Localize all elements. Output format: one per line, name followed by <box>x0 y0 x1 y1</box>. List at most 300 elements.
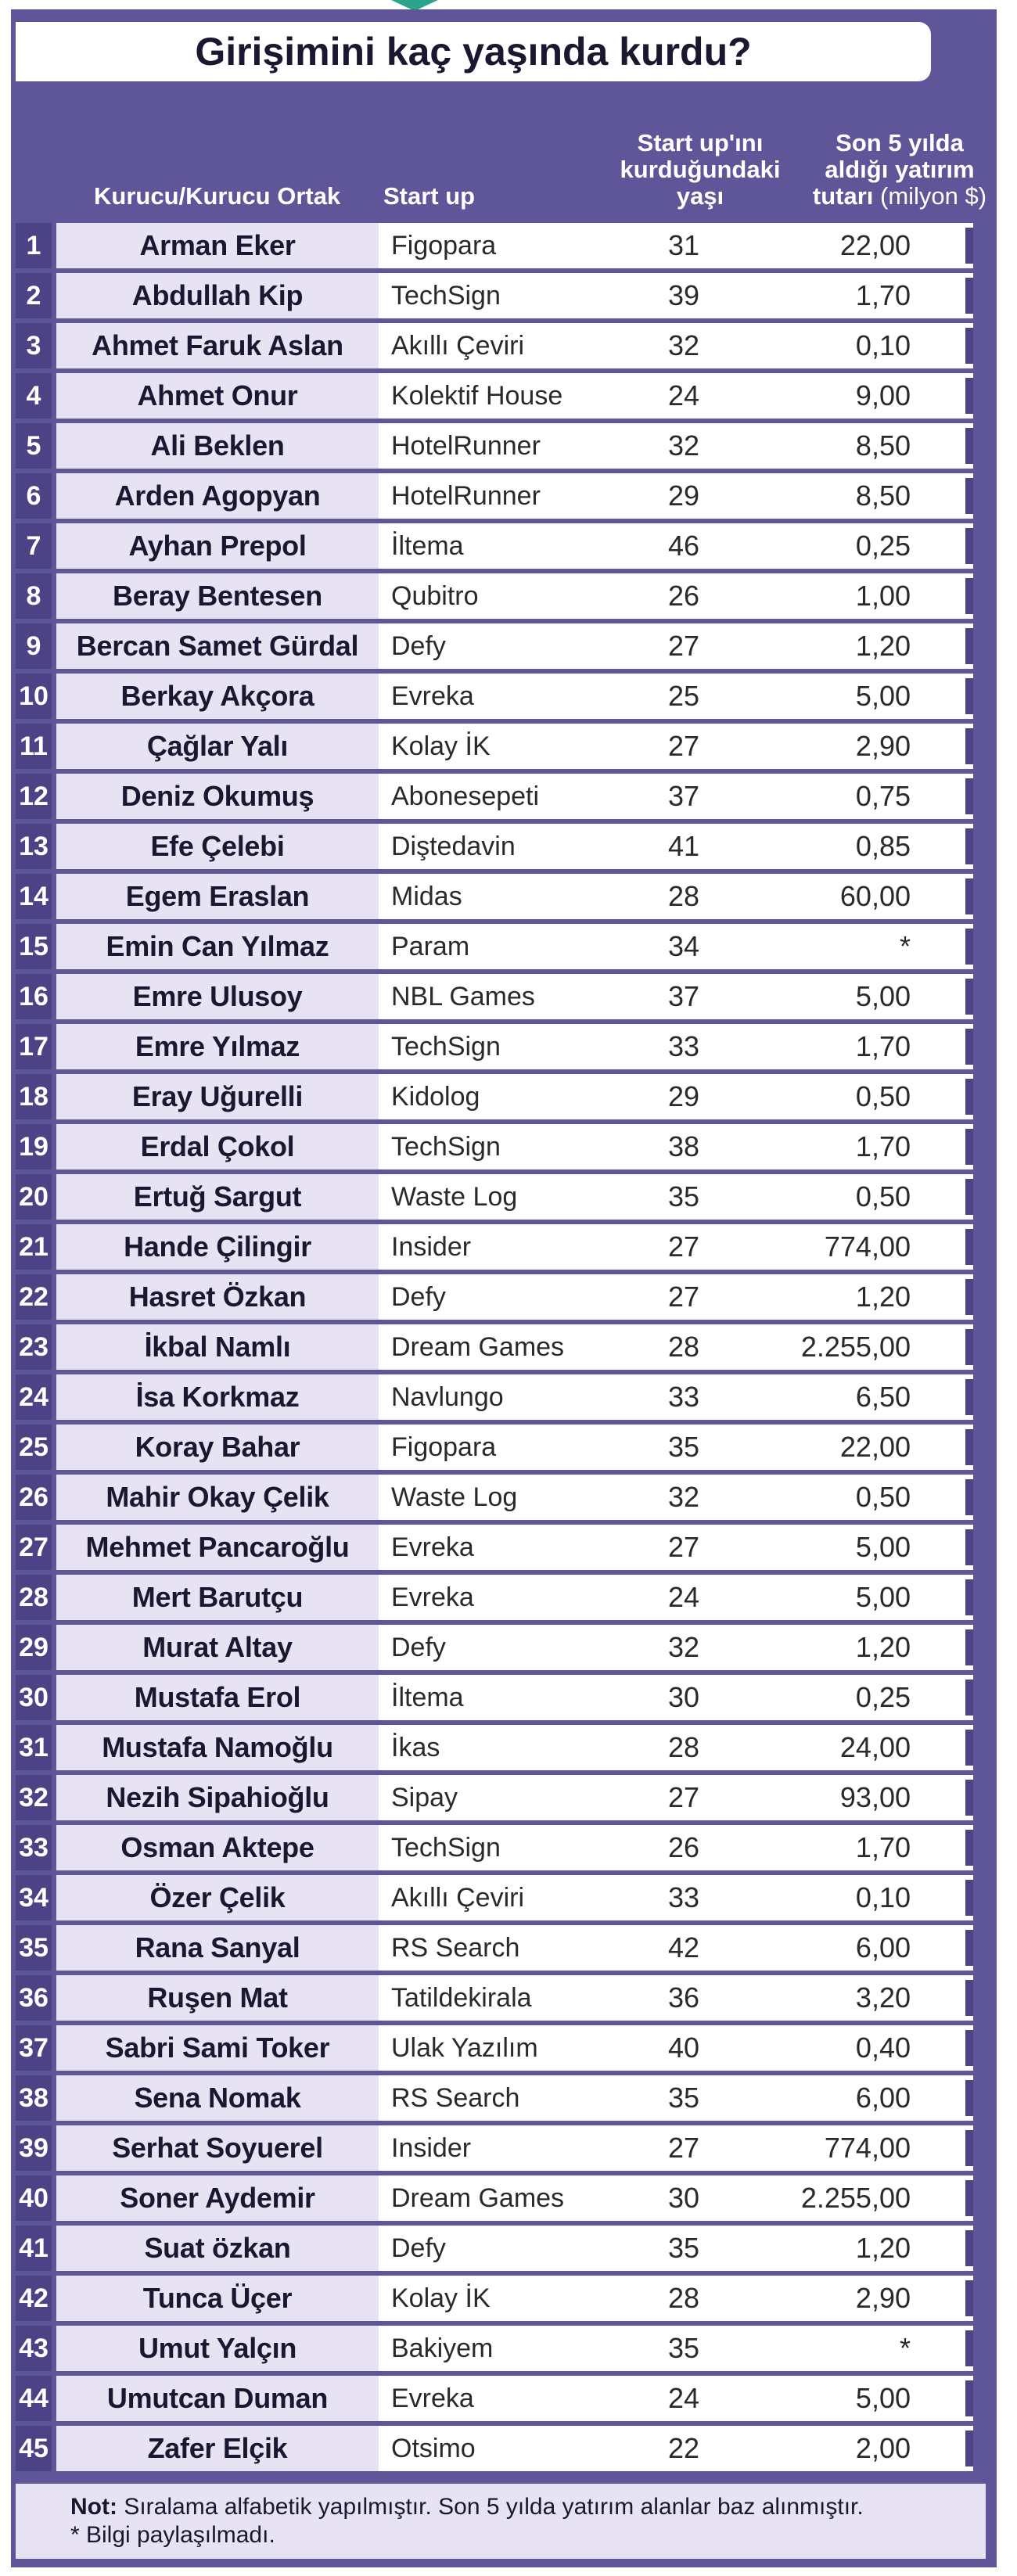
row-number: 7 <box>16 523 52 569</box>
table-row <box>16 1024 986 1069</box>
table-row <box>16 1124 986 1169</box>
table-row <box>16 273 986 318</box>
row-details <box>379 1475 973 1520</box>
row-details <box>379 1174 973 1220</box>
founder-name: Ayhan Prepol <box>56 523 379 569</box>
founder-name: Soner Aydemir <box>56 2175 379 2221</box>
row-number: 20 <box>16 1174 52 1220</box>
startup-name: Defy <box>391 1281 446 1312</box>
investment-amount: 6,00 <box>855 2082 911 2114</box>
page-title-text: Girişimini kaç yaşında kurdu? <box>195 30 752 74</box>
founding-age: 35 <box>667 2332 700 2364</box>
header-startup: Start up <box>383 182 476 210</box>
founding-age: 42 <box>667 1931 700 1963</box>
investment-amount: 0,50 <box>855 1180 911 1213</box>
founding-age: 29 <box>667 480 700 512</box>
table-row <box>16 1925 986 1971</box>
row-details <box>379 223 973 268</box>
row-edge-tab <box>965 2430 973 2466</box>
founding-age: 46 <box>667 530 700 562</box>
founder-name: Rana Sanyal <box>56 1925 379 1971</box>
investment-amount: 93,00 <box>839 1781 911 1813</box>
header-age <box>606 130 794 210</box>
row-details <box>379 1975 973 2021</box>
note-text: Sıralama alfabetik yapılmıştır. Son 5 yılda yatırım alanlar baz alınmıştır. <box>124 2494 864 2520</box>
row-edge-tab <box>965 478 973 514</box>
founding-age: 37 <box>667 780 700 812</box>
header-founder: Kurucu/Kurucu Ortak <box>94 182 341 210</box>
table-row <box>16 573 986 619</box>
startup-name: Defy <box>391 2233 446 2263</box>
investment-amount: 1,20 <box>855 2232 911 2264</box>
table-row <box>16 974 986 1019</box>
table-row <box>16 1525 986 1570</box>
founder-name: Berkay Akçora <box>56 674 379 719</box>
investment-amount: 0,50 <box>855 1080 911 1112</box>
founder-name: Abdullah Kip <box>56 273 379 318</box>
startup-name: RS Search <box>391 2082 520 2113</box>
row-details <box>379 423 973 469</box>
row-edge-tab <box>965 778 973 814</box>
row-details <box>379 2376 973 2421</box>
startup-name: Ulak Yazılım <box>391 2032 538 2063</box>
founding-age: 27 <box>667 1531 700 1563</box>
founder-name: Arman Eker <box>56 223 379 268</box>
row-details <box>379 1074 973 1119</box>
row-number: 11 <box>16 724 52 769</box>
investment-amount: 0,25 <box>855 1681 911 1713</box>
row-number: 19 <box>16 1124 52 1169</box>
startup-name: Qubitro <box>391 580 479 611</box>
row-edge-tab <box>965 1529 973 1565</box>
header-inv-line1: Son 5 yılda <box>836 129 964 156</box>
startup-name: Kolay İK <box>391 731 491 761</box>
row-number: 1 <box>16 223 52 268</box>
founding-age: 29 <box>667 1080 700 1112</box>
table-row <box>16 1274 986 1320</box>
row-details <box>379 373 973 419</box>
founder-name: Koray Bahar <box>56 1425 379 1470</box>
row-edge-tab <box>965 1880 973 1916</box>
row-number: 17 <box>16 1024 52 1069</box>
startup-name: Param <box>391 931 470 961</box>
table-row <box>16 1174 986 1220</box>
row-number: 9 <box>16 623 52 669</box>
row-details <box>379 874 973 919</box>
row-number: 14 <box>16 874 52 919</box>
startup-name: Waste Log <box>391 1181 518 1212</box>
founder-name: Umut Yalçın <box>56 2326 379 2371</box>
row-number: 10 <box>16 674 52 719</box>
startup-name: Dream Games <box>391 2183 565 2213</box>
row-edge-tab <box>965 1780 973 1816</box>
row-edge-tab <box>965 578 973 614</box>
row-number: 6 <box>16 473 52 519</box>
row-number: 44 <box>16 2376 52 2421</box>
investment-amount: 0,85 <box>855 830 911 862</box>
table-row <box>16 1575 986 1620</box>
header-investment <box>806 130 994 210</box>
table-row <box>16 1224 986 1270</box>
founder-name: Mustafa Erol <box>56 1675 379 1720</box>
founding-age: 41 <box>667 830 700 862</box>
row-details <box>379 1725 973 1770</box>
row-details <box>379 1224 973 1270</box>
founding-age: 26 <box>667 580 700 612</box>
row-edge-tab <box>965 828 973 864</box>
table-row <box>16 1324 986 1370</box>
row-details <box>379 1575 973 1620</box>
row-details <box>379 674 973 719</box>
row-details <box>379 2426 973 2471</box>
founding-age: 32 <box>667 1631 700 1663</box>
investment-amount: 8,50 <box>855 429 911 462</box>
row-details <box>379 1775 973 1820</box>
table-row <box>16 2326 986 2371</box>
row-details <box>379 623 973 669</box>
startup-name: Tatildekirala <box>391 1982 532 2013</box>
founder-name: Emre Ulusoy <box>56 974 379 1019</box>
founder-name: Beray Bentesen <box>56 573 379 619</box>
investment-amount: 2,00 <box>855 2432 911 2464</box>
row-number: 2 <box>16 273 52 318</box>
investment-amount: 2.255,00 <box>800 1331 911 1363</box>
header-age-line2: kurduğundaki <box>620 156 781 183</box>
founder-name: Ertuğ Sargut <box>56 1174 379 1220</box>
row-number: 39 <box>16 2125 52 2171</box>
founding-age: 28 <box>667 1331 700 1363</box>
startup-name: Midas <box>391 881 462 911</box>
founding-age: 39 <box>667 279 700 311</box>
table-row <box>16 423 986 469</box>
row-edge-tab <box>965 1629 973 1665</box>
table-row <box>16 2276 986 2321</box>
founding-age: 32 <box>667 429 700 462</box>
founding-age: 30 <box>667 1681 700 1713</box>
startup-name: TechSign <box>391 280 501 311</box>
founder-name: Emre Yılmaz <box>56 1024 379 1069</box>
table-row <box>16 2175 986 2221</box>
table-row <box>16 1825 986 1870</box>
founding-age: 32 <box>667 329 700 361</box>
table-row <box>16 1425 986 1470</box>
investment-amount: * <box>899 2332 911 2364</box>
founding-age: 24 <box>667 379 700 411</box>
founding-age: 36 <box>667 1981 700 2014</box>
row-edge-tab <box>965 1379 973 1415</box>
row-details <box>379 1675 973 1720</box>
startup-name: NBL Games <box>391 981 535 1011</box>
investment-amount: 24,00 <box>839 1731 911 1763</box>
row-number: 41 <box>16 2226 52 2271</box>
investment-amount: 5,00 <box>855 1581 911 1613</box>
row-number: 4 <box>16 373 52 419</box>
row-number: 40 <box>16 2175 52 2221</box>
investment-amount: 774,00 <box>824 1231 911 1263</box>
row-number: 43 <box>16 2326 52 2371</box>
row-number: 31 <box>16 1725 52 1770</box>
row-details <box>379 523 973 569</box>
row-details <box>379 473 973 519</box>
founding-age: 27 <box>667 730 700 762</box>
row-number: 3 <box>16 323 52 368</box>
investment-amount: 0,10 <box>855 1881 911 1913</box>
investment-amount: 1,20 <box>855 630 911 662</box>
founding-age: 33 <box>667 1881 700 1913</box>
table-row <box>16 1975 986 2021</box>
row-edge-tab <box>965 728 973 764</box>
row-number: 29 <box>16 1625 52 1670</box>
founder-name: Ahmet Faruk Aslan <box>56 323 379 368</box>
investment-amount: 0,50 <box>855 1481 911 1513</box>
row-number: 13 <box>16 824 52 869</box>
founder-name: Mustafa Namoğlu <box>56 1725 379 1770</box>
table-row <box>16 623 986 669</box>
row-number: 12 <box>16 774 52 819</box>
row-edge-tab <box>965 628 973 664</box>
investment-amount: 60,00 <box>839 880 911 912</box>
investment-amount: 2,90 <box>855 730 911 762</box>
row-number: 8 <box>16 573 52 619</box>
investment-amount: 5,00 <box>855 1531 911 1563</box>
row-number: 23 <box>16 1324 52 1370</box>
table-row <box>16 373 986 419</box>
row-edge-tab <box>965 1179 973 1215</box>
row-edge-tab <box>965 1930 973 1966</box>
founder-name: Hande Çilingir <box>56 1224 379 1270</box>
founder-name: Emin Can Yılmaz <box>56 924 379 969</box>
row-edge-tab <box>965 1029 973 1065</box>
founding-age: 31 <box>667 229 700 261</box>
row-details <box>379 1024 973 1069</box>
row-details <box>379 1425 973 1470</box>
row-edge-tab <box>965 1129 973 1165</box>
investment-amount: 0,10 <box>855 329 911 361</box>
table-row <box>16 1725 986 1770</box>
row-edge-tab <box>965 2380 973 2416</box>
startup-name: Otsimo <box>391 2433 476 2463</box>
founder-name: Serhat Soyuerel <box>56 2125 379 2171</box>
row-details <box>379 1124 973 1169</box>
row-number: 24 <box>16 1374 52 1420</box>
row-edge-tab <box>965 278 973 314</box>
investment-amount: 1,70 <box>855 1030 911 1062</box>
row-edge-tab <box>965 1980 973 2016</box>
founder-name: Zafer Elçik <box>56 2426 379 2471</box>
table-row <box>16 523 986 569</box>
row-details <box>379 1324 973 1370</box>
founder-name: Eray Uğurelli <box>56 1074 379 1119</box>
founder-name: Efe Çelebi <box>56 824 379 869</box>
row-details <box>379 1825 973 1870</box>
row-edge-tab <box>965 1079 973 1115</box>
row-number: 21 <box>16 1224 52 1270</box>
row-number: 26 <box>16 1475 52 1520</box>
row-edge-tab <box>965 1730 973 1766</box>
footnote-box <box>16 2484 986 2559</box>
row-edge-tab <box>965 678 973 714</box>
founder-name: Özer Çelik <box>56 1875 379 1920</box>
table-row <box>16 2376 986 2421</box>
founding-age: 22 <box>667 2432 700 2464</box>
row-number: 15 <box>16 924 52 969</box>
row-edge-tab <box>965 2180 973 2216</box>
row-edge-tab <box>965 228 973 264</box>
header-age-line1: Start up'ını <box>637 129 764 156</box>
page-title <box>16 22 931 81</box>
investment-amount: 1,20 <box>855 1281 911 1313</box>
investment-amount: 1,70 <box>855 279 911 311</box>
startup-name: Defy <box>391 631 446 661</box>
startup-name: Evreka <box>391 1532 474 1562</box>
row-details <box>379 2276 973 2321</box>
table-row <box>16 323 986 368</box>
startup-name: Defy <box>391 1632 446 1662</box>
table-row <box>16 724 986 769</box>
row-details <box>379 2125 973 2171</box>
row-number: 37 <box>16 2025 52 2071</box>
note-footnote: * Bilgi paylaşılmadı. <box>70 2522 275 2548</box>
investment-amount: 5,00 <box>855 980 911 1012</box>
startup-name: Insider <box>391 1231 472 1262</box>
founding-age: 28 <box>667 2282 700 2314</box>
table-row <box>16 1875 986 1920</box>
table-row <box>16 824 986 869</box>
investment-amount: 8,50 <box>855 480 911 512</box>
table-row <box>16 2226 986 2271</box>
header-inv-line3-unit: (milyon $) <box>880 182 987 210</box>
investment-amount: 5,00 <box>855 680 911 712</box>
row-details <box>379 1625 973 1670</box>
row-details <box>379 2075 973 2121</box>
row-details <box>379 573 973 619</box>
row-edge-tab <box>965 2280 973 2316</box>
row-edge-tab <box>965 1229 973 1265</box>
startup-name: Evreka <box>391 681 474 711</box>
row-number: 30 <box>16 1675 52 1720</box>
table-row <box>16 473 986 519</box>
founder-name: Nezih Sipahioğlu <box>56 1775 379 1820</box>
table-row <box>16 874 986 919</box>
founding-age: 24 <box>667 2382 700 2414</box>
row-number: 34 <box>16 1875 52 1920</box>
founder-name: Ali Beklen <box>56 423 379 469</box>
row-number: 32 <box>16 1775 52 1820</box>
startup-name: İltema <box>391 1682 464 1712</box>
founding-age: 27 <box>667 1781 700 1813</box>
note-label: Not: <box>70 2494 117 2520</box>
founding-age: 37 <box>667 980 700 1012</box>
table-row <box>16 1775 986 1820</box>
table-row <box>16 2075 986 2121</box>
row-edge-tab <box>965 2330 973 2366</box>
row-number: 45 <box>16 2426 52 2471</box>
startup-name: Akıllı Çeviri <box>391 330 525 361</box>
table-row <box>16 1625 986 1670</box>
row-edge-tab <box>965 1329 973 1365</box>
header-inv-line3 <box>806 183 994 210</box>
investment-amount: 0,75 <box>855 780 911 812</box>
table-row <box>16 1675 986 1720</box>
row-number: 16 <box>16 974 52 1019</box>
founder-name: İsa Korkmaz <box>56 1374 379 1420</box>
investment-amount: 1,00 <box>855 580 911 612</box>
row-edge-tab <box>965 929 973 965</box>
investment-amount: 2,90 <box>855 2282 911 2314</box>
founding-age: 35 <box>667 2082 700 2114</box>
header-inv-line3-bold: tutarı <box>812 182 874 210</box>
startup-name: TechSign <box>391 1832 501 1863</box>
startup-name: Waste Log <box>391 1482 518 1512</box>
founder-name: Deniz Okumuş <box>56 774 379 819</box>
startup-name: HotelRunner <box>391 480 541 511</box>
founding-age: 40 <box>667 2032 700 2064</box>
table-row <box>16 2426 986 2471</box>
founder-name: Tunca Üçer <box>56 2276 379 2321</box>
investment-amount: 9,00 <box>855 379 911 411</box>
startup-name: Evreka <box>391 2383 474 2413</box>
startup-name: Akıllı Çeviri <box>391 1882 525 1913</box>
startup-name: Navlungo <box>391 1381 504 1412</box>
startup-name: Dream Games <box>391 1331 565 1362</box>
row-edge-tab <box>965 2130 973 2166</box>
founding-age: 28 <box>667 1731 700 1763</box>
row-edge-tab <box>965 2080 973 2116</box>
investment-amount: 2.255,00 <box>800 2182 911 2214</box>
note-line <box>70 2493 970 2521</box>
founding-age: 30 <box>667 2182 700 2214</box>
startup-name: Abonesepeti <box>391 781 540 811</box>
row-edge-tab <box>965 878 973 914</box>
table-body <box>16 223 986 2476</box>
row-number: 5 <box>16 423 52 469</box>
founding-age: 35 <box>667 2232 700 2264</box>
founder-name: Ruşen Mat <box>56 1975 379 2021</box>
row-number: 25 <box>16 1425 52 1470</box>
startup-name: Bakiyem <box>391 2333 494 2363</box>
row-details <box>379 824 973 869</box>
founder-name: Arden Agopyan <box>56 473 379 519</box>
table-row <box>16 2025 986 2071</box>
row-edge-tab <box>965 428 973 464</box>
row-details <box>379 774 973 819</box>
founder-name: Osman Aktepe <box>56 1825 379 1870</box>
row-edge-tab <box>965 328 973 364</box>
table-row <box>16 2125 986 2171</box>
investment-amount: 1,70 <box>855 1831 911 1863</box>
row-edge-tab <box>965 1429 973 1465</box>
founding-age: 34 <box>667 930 700 962</box>
investment-amount: 3,20 <box>855 1981 911 2014</box>
startup-name: Kolay İK <box>391 2283 491 2313</box>
startup-name: TechSign <box>391 1031 501 1062</box>
founder-name: Mehmet Pancaroğlu <box>56 1525 379 1570</box>
row-details <box>379 1875 973 1920</box>
table-row <box>16 1074 986 1119</box>
investment-amount: 5,00 <box>855 2382 911 2414</box>
founder-name: Sabri Sami Toker <box>56 2025 379 2071</box>
row-edge-tab <box>965 2230 973 2266</box>
founder-name: Mahir Okay Çelik <box>56 1475 379 1520</box>
table-row <box>16 223 986 268</box>
founder-name: Umutcan Duman <box>56 2376 379 2421</box>
founder-name: Sena Nomak <box>56 2075 379 2121</box>
header-age-line3: yaşı <box>676 182 724 210</box>
row-details <box>379 273 973 318</box>
table-row <box>16 774 986 819</box>
row-details <box>379 323 973 368</box>
founding-age: 33 <box>667 1030 700 1062</box>
